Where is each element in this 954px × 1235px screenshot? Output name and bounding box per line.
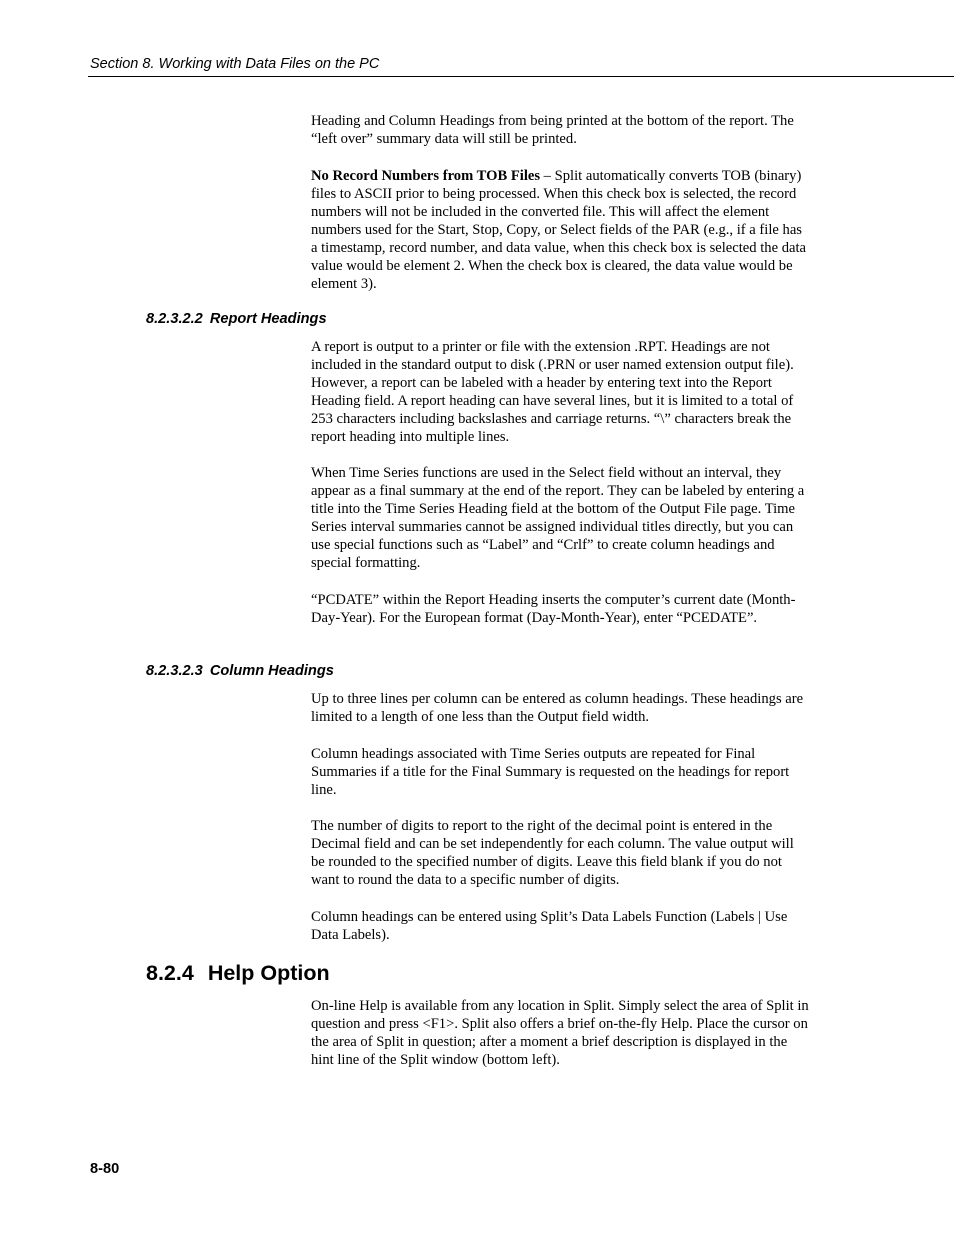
report-headings-title: Report Headings xyxy=(209,311,327,327)
page-number: 8-80 xyxy=(90,1161,120,1177)
paragraph-column-3: The number of digits to report to the right of the decimal point is entered in the Decimal field and can be set independently for each column. The value output will be rounded to the specified number of digits. Leave this field blank if you do not want to round the data to a specific number of digits. xyxy=(311,818,794,888)
paragraph-column-4: Column headings can be entered using Split’s Data Labels Function (Labels | Use Data Labels). xyxy=(311,909,788,943)
paragraph-help-1: On-line Help is available from any location in Split. Simply select the area of Split in question and press <F1>. Split also offers a brief on-the-fly Help. Place the cursor on the area of Split in question; after a moment a brief description is displayed in the hint line of the Split window (bottom left). xyxy=(311,998,809,1068)
help-option-heading xyxy=(146,961,330,986)
paragraph-report-1: A report is output to a printer or file with the extension .RPT. Headings are not included in the standard output to disk (.PRN or user named extension output file). However, a report can be labeled with a header by entering text into the Report Heading field. A report heading can have several lines, but it is limited to a total of 253 characters including backslashes and carriage returns. “\” characters break the report heading into multiple lines. xyxy=(311,339,794,445)
paragraph-no-record-numbers xyxy=(311,167,811,293)
running-header: Section 8. Working with Data Files on the PC xyxy=(90,56,380,72)
report-headings-heading xyxy=(146,311,327,327)
report-headings-number: 8.2.3.2.2 xyxy=(146,311,203,327)
paragraph-report-3: “PCDATE” within the Report Heading inserts the computer’s current date (Month-Day-Year). For the European format (Day-Month-Year), enter “PCEDATE”. xyxy=(311,592,796,626)
column-headings-heading xyxy=(146,663,334,679)
no-record-numbers-lead: No Record Numbers from TOB Files xyxy=(311,168,541,184)
no-record-numbers-text: – Split automatically converts TOB (binary) files to ASCII prior to being processed. When this check box is selected, the record numbers will not be included in the converted file. This will affect the element numbers used for the Start, Stop, Copy, or Select fields of the PAR (e.g., if a file has a timestamp, record number, and data value, when this check box is selected the data value would be element 2. When the check box is cleared, the data value would be element 3). xyxy=(311,168,807,292)
header-rule xyxy=(88,76,954,77)
column-headings-number: 8.2.3.2.3 xyxy=(146,663,203,679)
column-headings-title: Column Headings xyxy=(209,663,334,679)
paragraph-report-2: When Time Series functions are used in the Select field without an interval, they appear as a final summary at the end of the report. They can be labeled by entering a title into the Time Series Heading field at the bottom of the Output File page. Time Series interval summaries cannot be assigned individual titles directly, but you can use special functions such as “Label” and “Crlf” to create column headings and special formatting. xyxy=(311,465,805,571)
paragraph-column-2: Column headings associated with Time Series outputs are repeated for Final Summaries if a title for the Final Summary is requested on the headings for report line. xyxy=(311,746,790,798)
help-option-number: 8.2.4 xyxy=(146,961,194,985)
paragraph-column-1: Up to three lines per column can be entered as column headings. These headings are limited to a length of one less than the Output field width. xyxy=(311,691,804,725)
help-option-title: Help Option xyxy=(207,961,330,985)
paragraph-continuation: Heading and Column Headings from being printed at the bottom of the report. The “left over” summary data will still be printed. xyxy=(311,113,794,147)
